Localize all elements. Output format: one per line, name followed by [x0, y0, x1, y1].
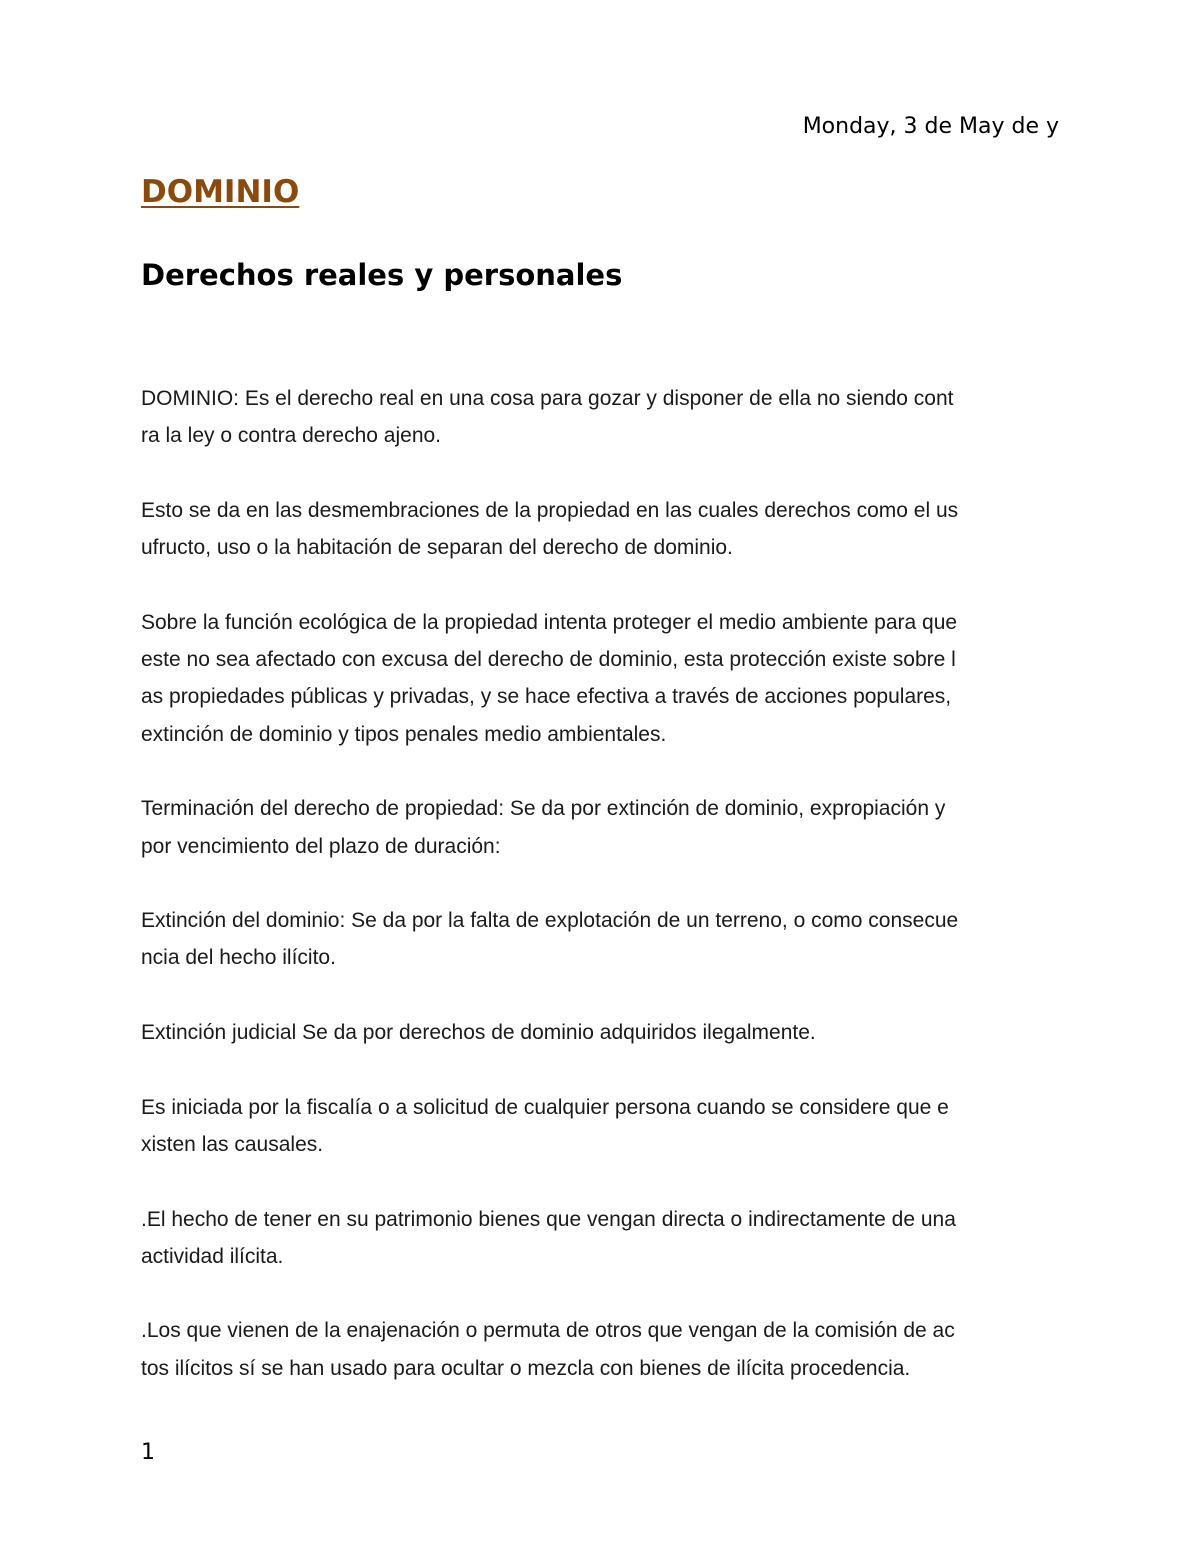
document-title: DOMINIO — [141, 174, 300, 210]
paragraph: Extinción judicial Se da por derechos de dominio adquiridos ilegalmente. — [141, 1021, 816, 1045]
paragraph: .El hecho de tener en su patrimonio bienes que vengan directa o indirectamente de una actividad ilícita. — [141, 1207, 956, 1268]
paragraph: DOMINIO: Es el derecho real en una cosa para gozar y disponer de ella no siendo cont ra la ley o contra derecho ajeno. — [141, 387, 954, 448]
paragraph: Es iniciada por la fiscalía o a solicitud de cualquier persona cuando se considere que e xisten las causales. — [141, 1095, 949, 1156]
paragraph: Sobre la función ecológica de la propiedad intenta proteger el medio ambiente para que este no sea afectado con excusa del derecho de dominio, esta protección existe sobre l as propiedades públicas y privadas, y se hace efectiva a través de acciones populares, extinción de dominio y tipos penales medio ambientales. — [141, 610, 958, 746]
paragraph: Terminación del derecho de propiedad: Se da por extinción de dominio, expropiación y por vencimiento del plazo de duración: — [141, 797, 946, 858]
header-date: Monday, 3 de May de y — [802, 114, 1059, 139]
document-subtitle: Derechos reales y personales — [141, 258, 623, 292]
paragraph: Extinción del dominio: Se da por la falta de explotación de un terreno, o como consecue ncia del hecho ilícito. — [141, 909, 959, 970]
paragraph: Esto se da en las desmembraciones de la propiedad en las cuales derechos como el us ufructo, uso o la habitación de separan del derecho de dominio. — [141, 498, 959, 560]
document-body — [141, 380, 1066, 1424]
page-number: 1 — [141, 1440, 155, 1465]
paragraph: .Los que vienen de la enajenación o permuta de otros que vengan de la comisión de ac tos ilícitos sí se han usado para ocultar o mezcla con bienes de ilícita procedencia. — [141, 1319, 955, 1380]
